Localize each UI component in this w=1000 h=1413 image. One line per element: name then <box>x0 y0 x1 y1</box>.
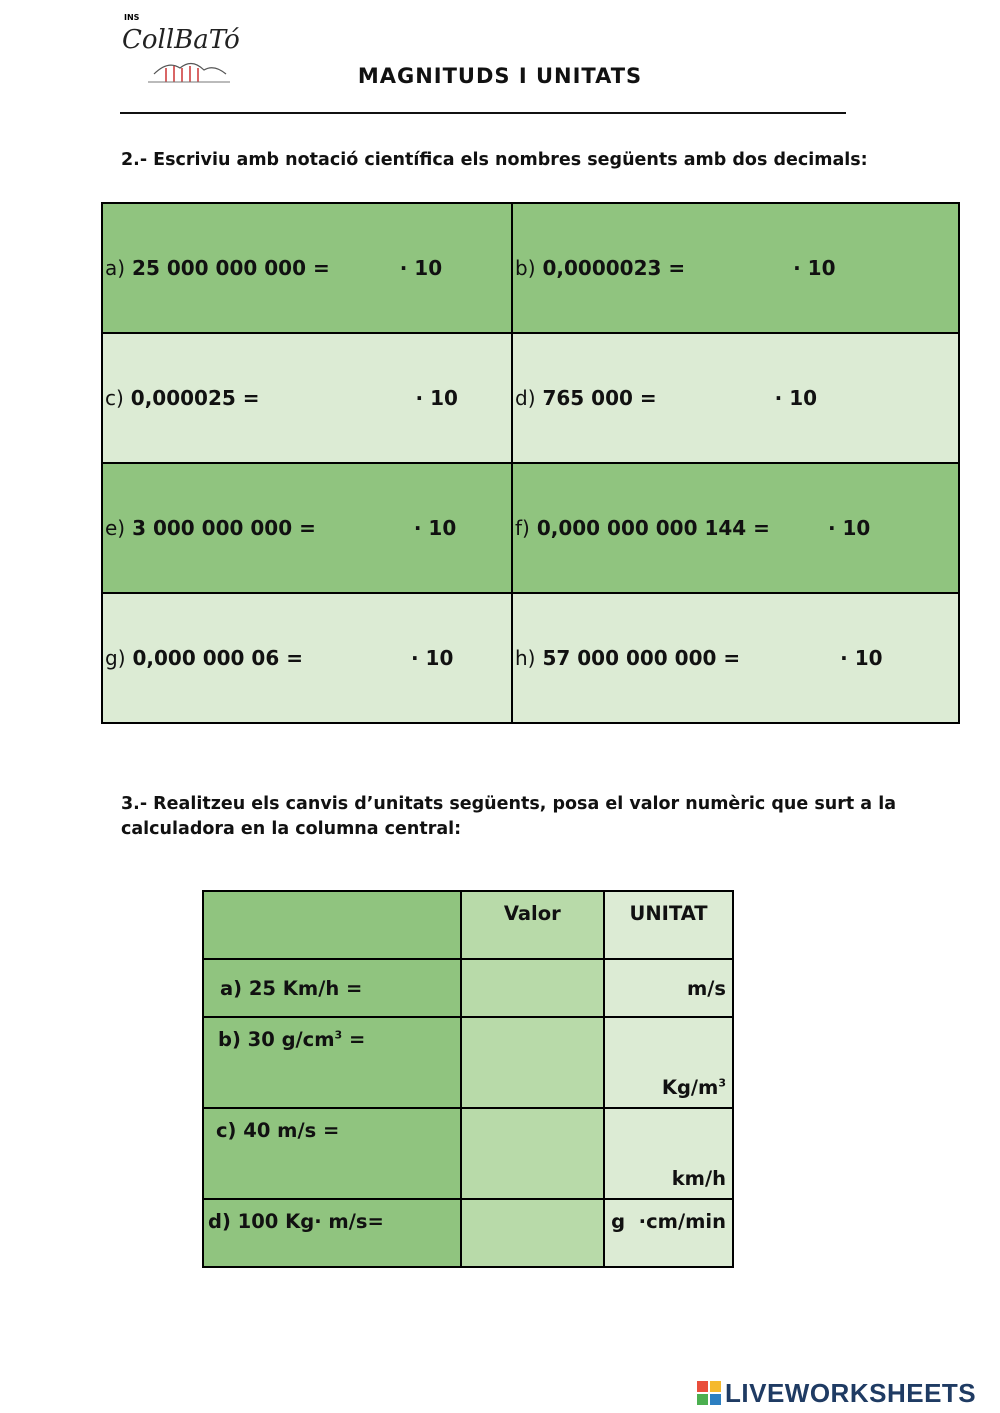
exercise-3-heading: 3.- Realitzeu els canvis d’unitats següents, posa el valor numèric que surt a la calculadora en la columna central: <box>121 794 897 839</box>
row-b-value-input[interactable] <box>461 1017 605 1108</box>
title-divider <box>120 112 846 114</box>
exercise-2-heading: 2.- Escriviu amb notació científica els nombres següents amb dos decimals: <box>121 150 868 170</box>
table-row <box>203 1199 733 1267</box>
item-g: g) 0,000 000 06 = · 10 <box>102 593 512 723</box>
scientific-notation-table <box>101 202 960 724</box>
row-c-value-input[interactable] <box>461 1108 605 1199</box>
item-c: c) 0,000025 = · 10 <box>102 333 512 463</box>
logo-name-text: CollBaTó <box>122 25 240 55</box>
table-row <box>203 959 733 1017</box>
table-row <box>203 1017 733 1108</box>
header-empty-cell <box>203 891 461 959</box>
row-c-unit: km/h <box>604 1108 733 1199</box>
brand-name: LIVEWORKSHEETS <box>725 1377 977 1408</box>
row-b-unit: $Kg/m^3$ <box>604 1017 733 1108</box>
row-c-label: c) 40 m/s = <box>203 1108 461 1199</box>
item-b: b) 0,0000023 = · 10 <box>512 203 959 333</box>
table-row <box>102 463 959 593</box>
liveworksheets-logo-icon <box>697 1378 976 1408</box>
table-row <box>102 203 959 333</box>
unit-conversion-table <box>202 890 734 1268</box>
row-b-label: b) 30 $g/cm^3$ = <box>203 1017 461 1108</box>
header-unit: UNITAT <box>604 891 733 959</box>
table-header-row <box>203 891 733 959</box>
brand-squares-icon <box>697 1381 721 1405</box>
row-d-unit: g ·cm/min <box>604 1199 733 1267</box>
page-title: MAGNITUDS I UNITATS <box>357 64 643 88</box>
table-row <box>102 593 959 723</box>
header-value: Valor <box>461 891 605 959</box>
item-d: d) 765 000 = · 10 <box>512 333 959 463</box>
item-h: h) 57 000 000 000 = · 10 <box>512 593 959 723</box>
row-d-value-input[interactable] <box>461 1199 605 1267</box>
row-a-value-input[interactable] <box>461 959 605 1017</box>
table-row <box>102 333 959 463</box>
row-d-label: d) 100 Kg· m/s= <box>203 1199 461 1267</box>
row-a-unit: m/s <box>604 959 733 1017</box>
item-a: a) 25 000 000 000 = · 10 <box>102 203 512 333</box>
item-e: e) 3 000 000 000 = · 10 <box>102 463 512 593</box>
item-f: f) 0,000 000 000 144 = · 10 <box>512 463 959 593</box>
row-a-label: a) 25 Km/h = <box>203 959 461 1017</box>
logo-ins-text: INS <box>124 13 140 22</box>
table-row <box>203 1108 733 1199</box>
